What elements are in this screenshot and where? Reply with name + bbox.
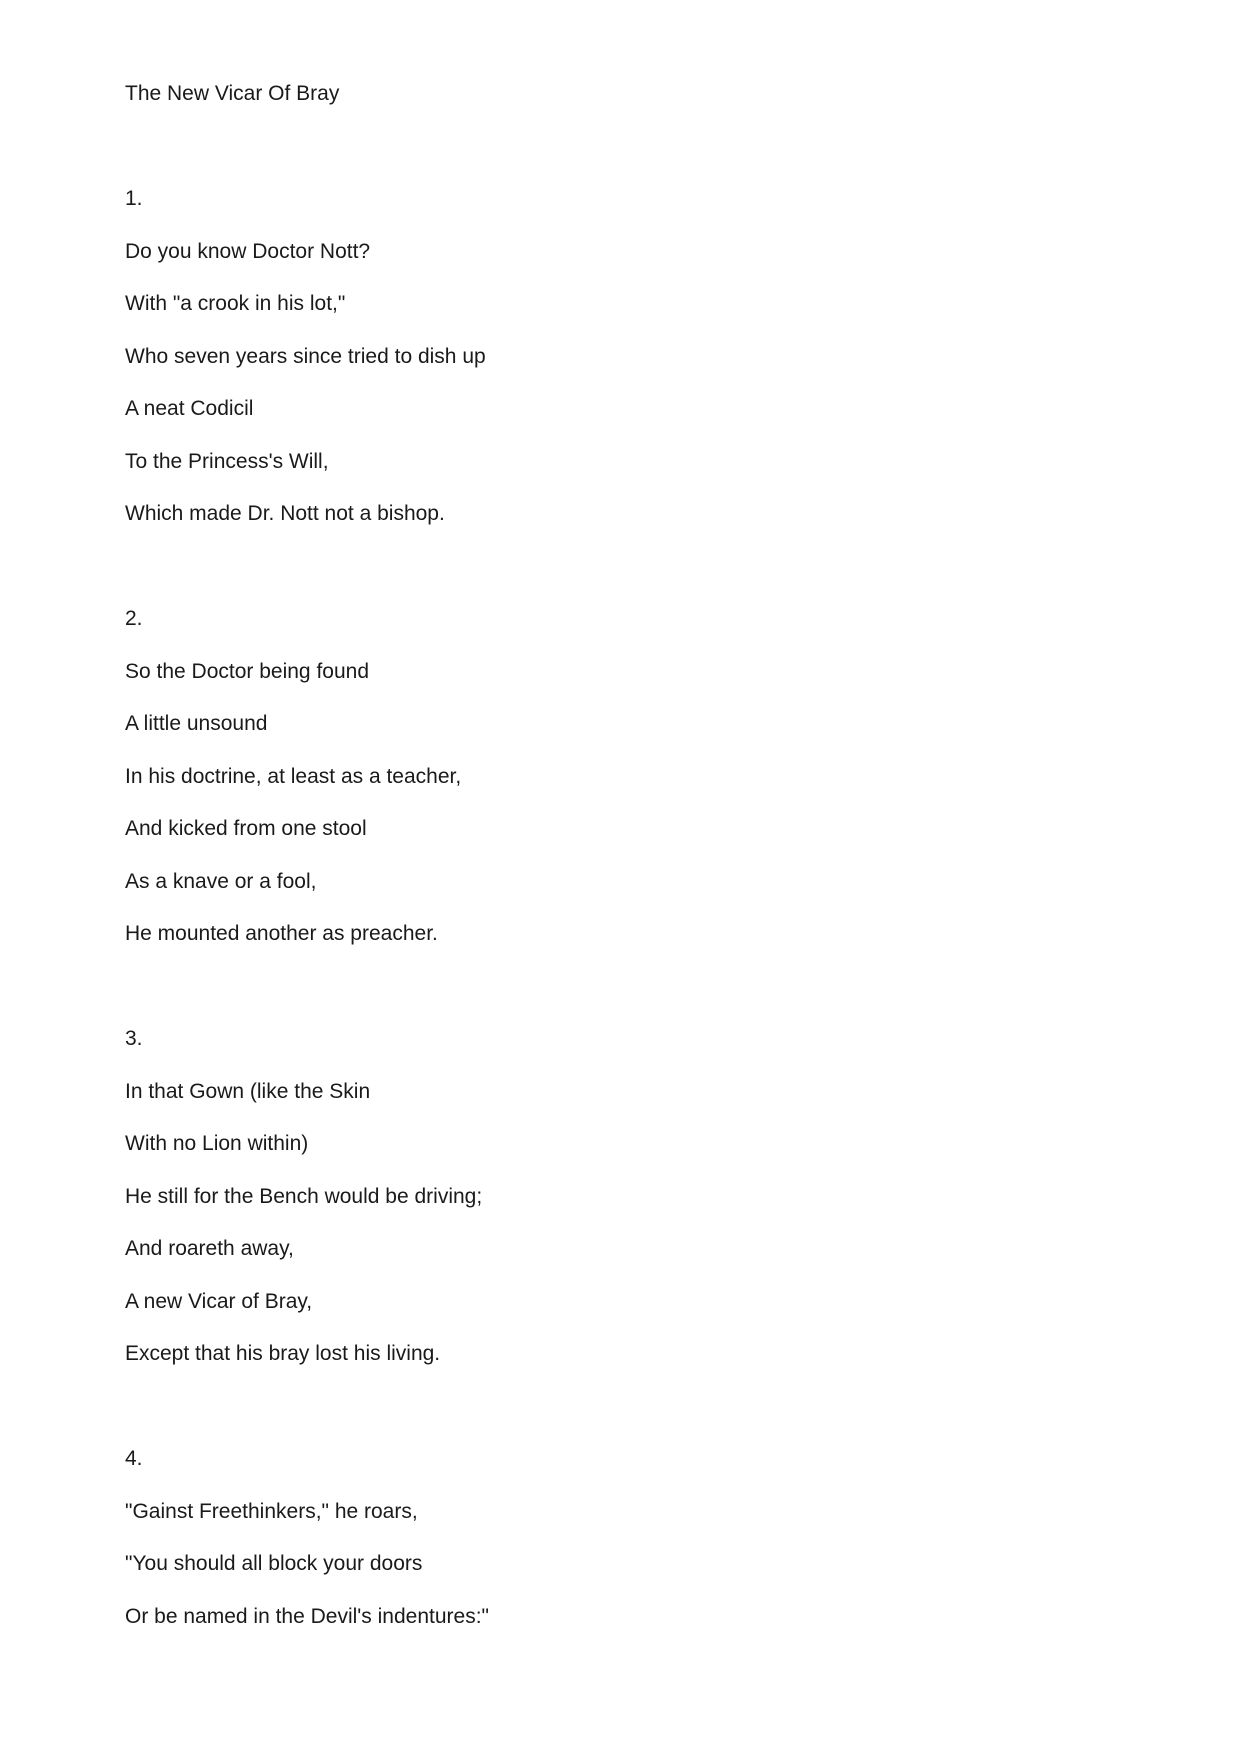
blank-line (125, 556, 1125, 609)
poem-content (125, 83, 1125, 1658)
stanza-number: 2. (125, 607, 143, 630)
poem-line: To the Princess's Will, (125, 449, 329, 473)
poem-line: And kicked from one stool (125, 817, 367, 840)
stanza-number: 3. (125, 1027, 143, 1050)
blank-line (125, 976, 1125, 1029)
poem-line: A new Vicar of Bray, (125, 1289, 313, 1313)
poem-line: Do you know Doctor Nott? (125, 239, 371, 263)
poem-line: He mounted another as preacher. (125, 922, 438, 945)
stanza-2 (125, 608, 1125, 976)
poem-line: With no Lion within) (125, 1132, 309, 1155)
poem-line: Or be named in the Devil's indentures:" (125, 1604, 489, 1628)
blank-line (125, 1396, 1125, 1449)
stanza-3 (125, 1028, 1125, 1396)
stanza-number: 1. (125, 187, 143, 210)
stanza-4 (125, 1448, 1125, 1658)
poem-line: In that Gown (like the Skin (125, 1079, 371, 1103)
poem-line: Who seven years since tried to dish up (125, 344, 486, 368)
poem-line: "Gainst Freethinkers," he roars, (125, 1499, 418, 1523)
poem-line: In his doctrine, at least as a teacher, (125, 764, 462, 788)
poem-line: He still for the Bench would be driving; (125, 1184, 483, 1208)
stanza-number: 4. (125, 1447, 143, 1470)
poem-line: Except that his bray lost his living. (125, 1342, 441, 1365)
poem-title: The New Vicar Of Bray (125, 82, 340, 105)
poem-line: "You should all block your doors (125, 1552, 423, 1575)
poem-line: As a knave or a fool, (125, 869, 317, 893)
poem-line: A neat Codicil (125, 397, 254, 420)
poem-line: And roareth away, (125, 1237, 294, 1260)
stanza-1 (125, 188, 1125, 556)
poem-line: Which made Dr. Nott not a bishop. (125, 502, 445, 525)
poem-line: So the Doctor being found (125, 659, 370, 683)
blank-line (125, 136, 1125, 189)
poem-line: With "a crook in his lot," (125, 292, 346, 315)
poem-line: A little unsound (125, 712, 268, 735)
